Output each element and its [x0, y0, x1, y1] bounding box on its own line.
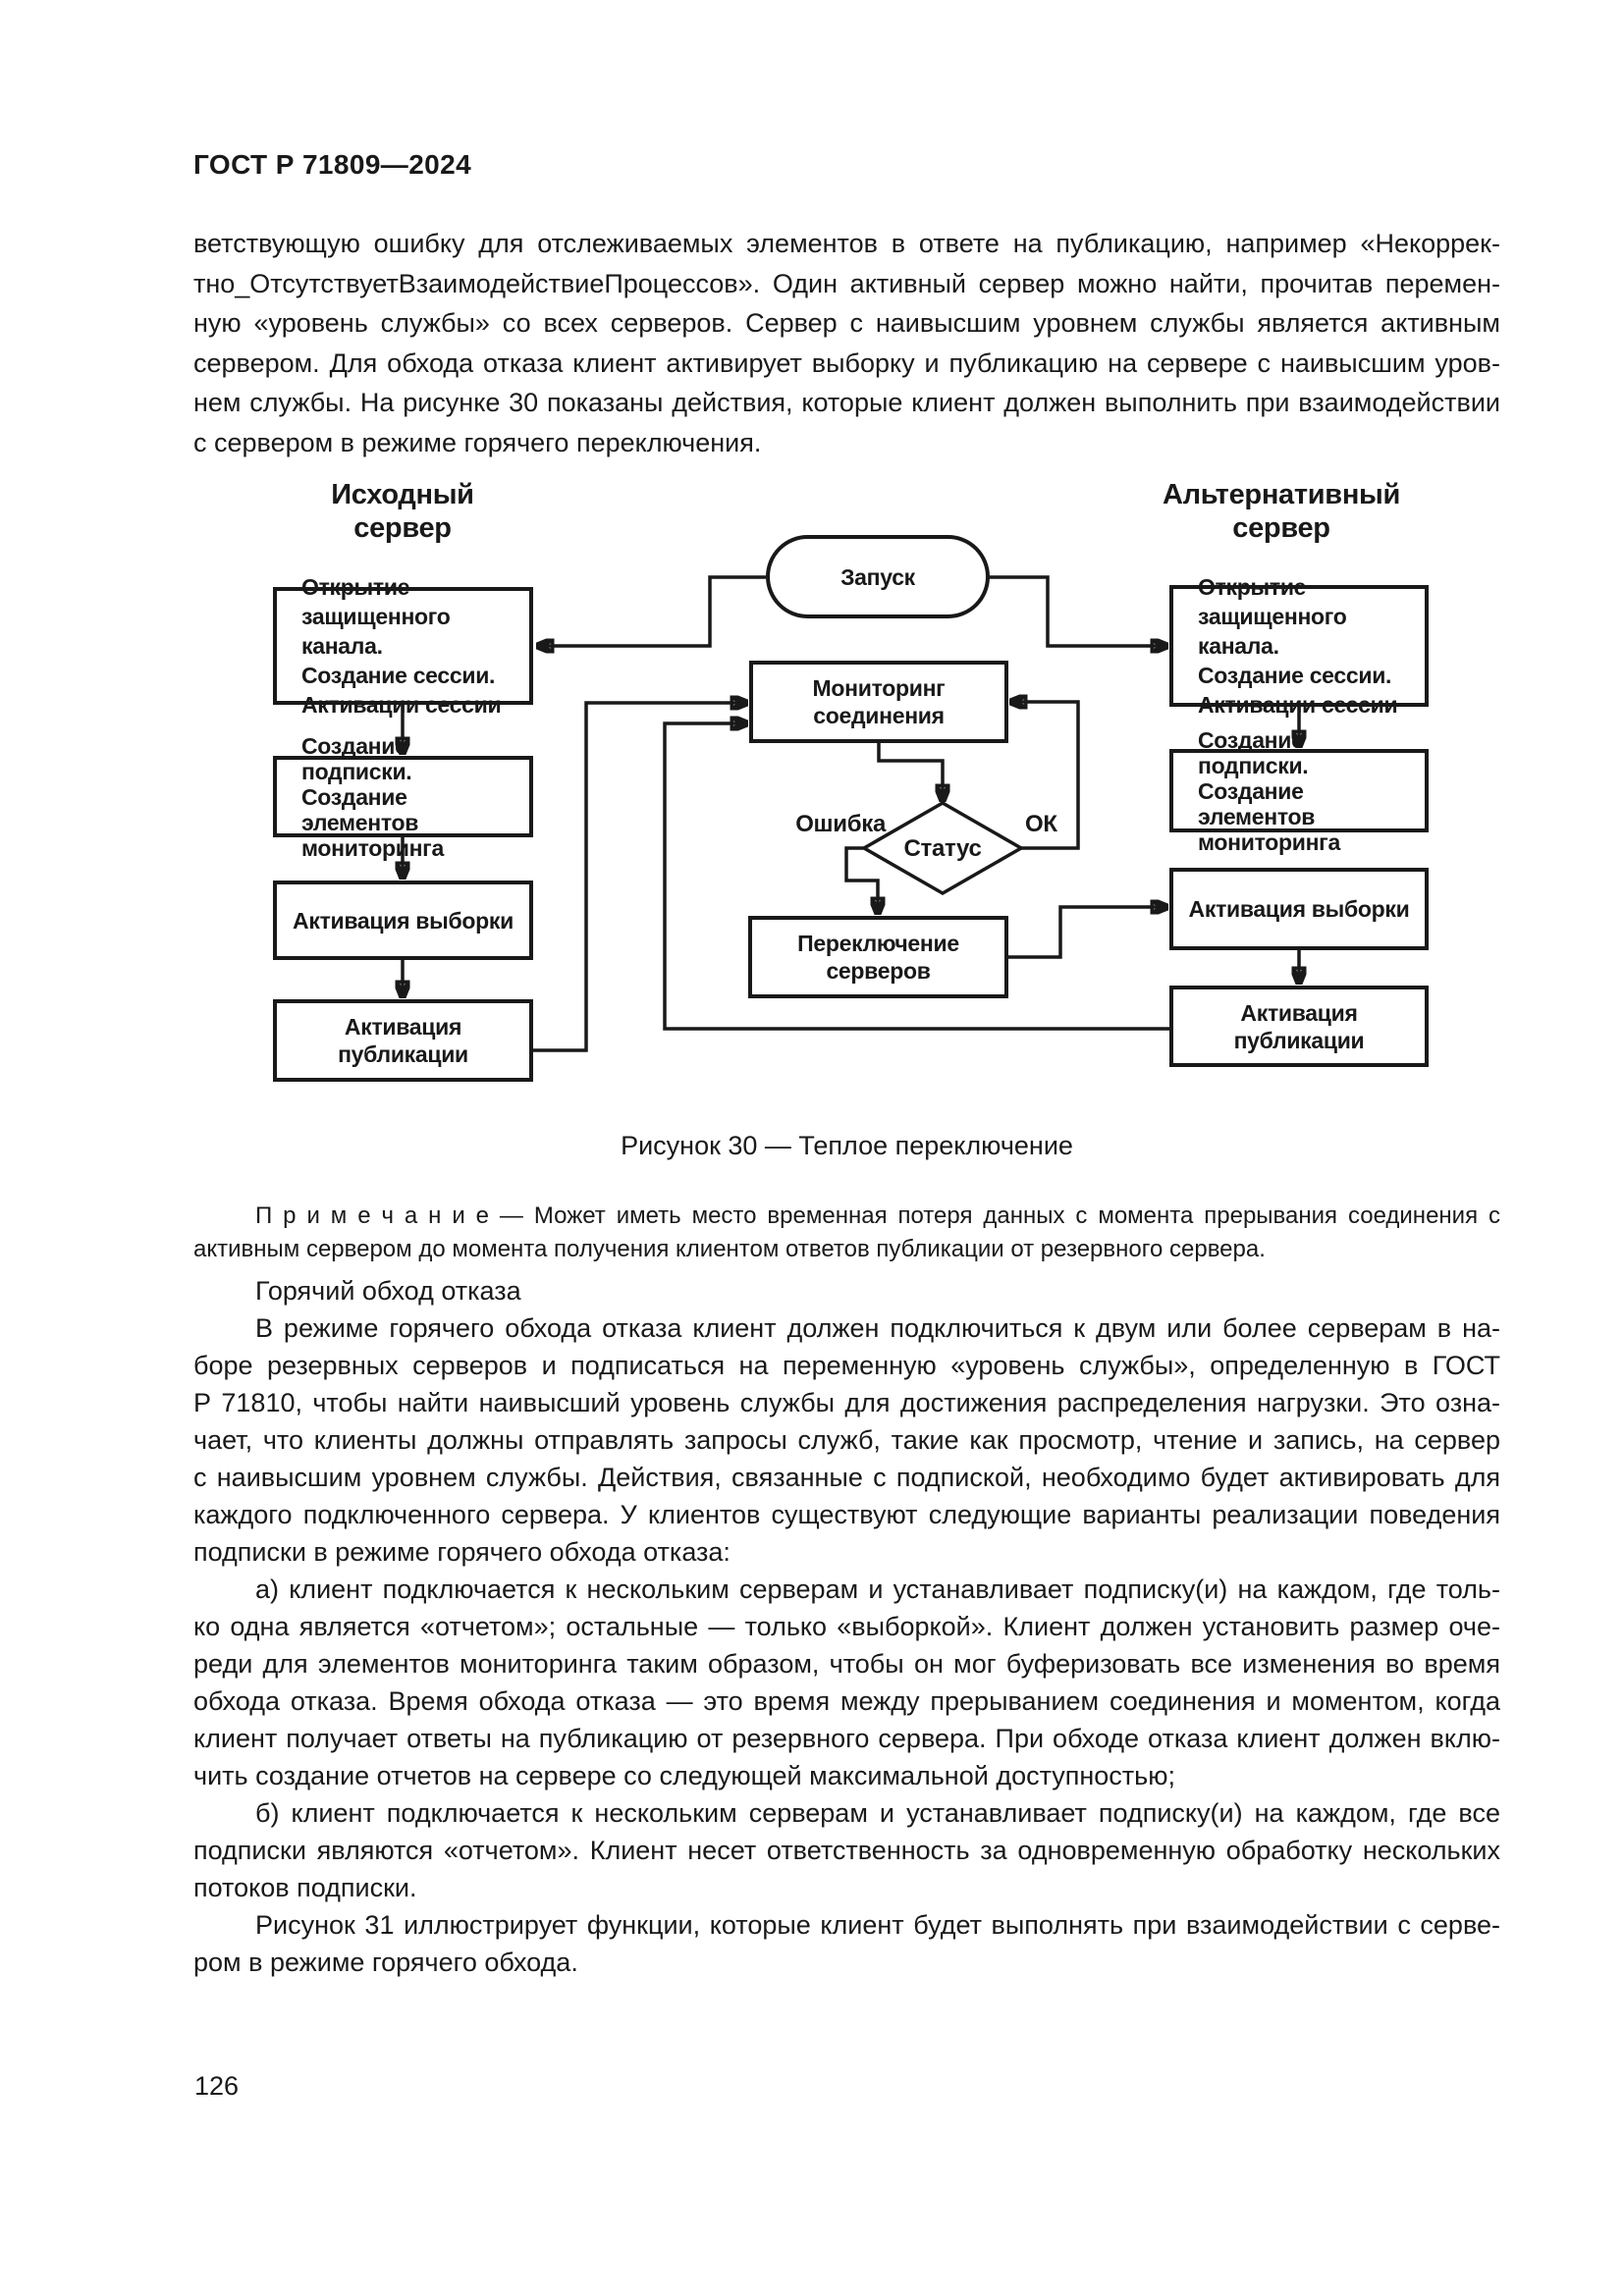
column-title-line: Исходный: [331, 479, 474, 510]
flow-node-left-open-channel: [273, 574, 533, 718]
flow-node-left-activate-publishing: [273, 999, 533, 1082]
flow-node-line: Открытие: [1198, 574, 1307, 600]
column-title-line: сервер: [353, 512, 452, 544]
paragraph-line: ром в режиме горячего обхода.: [193, 1948, 578, 1977]
page-number: 126: [194, 2071, 240, 2101]
paragraph-line: клиент получает ответы на публикацию от резервного сервера. При обходе отказа клиент должен вклю-: [193, 1724, 1500, 1753]
flow-node-label: Активация выборки: [1188, 896, 1410, 922]
paragraph-line: обхода отказа. Время обхода отказа — это время между прерыванием соединения и моментом, когда: [193, 1686, 1500, 1716]
flow-node-line: серверов: [826, 958, 931, 984]
paragraph-line: Горячий обход отказа: [255, 1276, 521, 1306]
flow-node-label: Запуск: [840, 563, 915, 590]
flow-node-right-activate-sampling: [1169, 868, 1429, 950]
paragraph-line: Р 71810, чтобы найти наивысший уровень службы для достижения распределения нагрузки. Это озна-: [193, 1388, 1500, 1417]
flow-node-line: защищенного канала.: [1198, 604, 1347, 659]
paragraph-line: боре резервных серверов и подписаться на переменную «уровень службы», определенную в ГОСТ: [193, 1351, 1500, 1380]
column-title-source-server: [280, 478, 525, 545]
flow-node-line: Создание элементов: [1198, 777, 1316, 829]
flow-node-line: Создание сессии.: [301, 663, 496, 688]
flow-node-line: соединения: [813, 703, 945, 728]
standard-designation: ГОСТ Р 71809—2024: [193, 149, 472, 180]
flow-node-switch-servers: [748, 916, 1008, 998]
paragraph-line: чить создание отчетов на сервере со следующей максимальной доступностью;: [193, 1761, 1175, 1790]
flow-node-line: Активации сессии: [301, 692, 502, 718]
paragraph-line: а) клиент подключается к нескольким серверам и устанавливает подписку(и) на каждом, где толь-: [255, 1575, 1500, 1604]
edge-start-to-left-open: [537, 577, 766, 646]
edge-label-ok: ОК: [1025, 811, 1057, 837]
column-title-line: сервер: [1232, 512, 1330, 544]
flow-node-line: защищенного канала.: [301, 604, 451, 659]
flow-node-line: Создание сессии.: [1198, 663, 1392, 688]
paragraph-line: ко одна является «отчетом»; остальные — только «выборкой». Клиент должен установить размер оче-: [193, 1612, 1500, 1641]
flow-node-monitoring: [749, 661, 1008, 743]
flow-node-right-create-subscription: [1169, 726, 1429, 855]
flow-node-line: Переключение: [797, 931, 959, 956]
paragraph-line: б) клиент подключается к нескольким серверам и устанавливает подписку(и) на каждом, где все: [255, 1798, 1500, 1828]
edge-label-error: Ошибка: [795, 811, 886, 837]
paragraph-line: каждого подключенного сервера. У клиентов существуют следующие варианты реализации поведения: [193, 1500, 1500, 1529]
flow-node-label: Активация публикации: [1233, 999, 1365, 1053]
flow-node-left-activate-sampling: [273, 881, 533, 960]
note-line: П р и м е ч а н и е — Может иметь место временная потеря данных с момента прерывания соединения с: [255, 1202, 1500, 1229]
paragraph-line: потоков подписки.: [193, 1873, 417, 1902]
flow-node-line: Активации сессии: [1198, 692, 1398, 718]
column-title-alternative-server: [1134, 478, 1429, 545]
paragraph-line: В режиме горячего обхода отказа клиент должен подключиться к двум или более серверам в на-: [255, 1313, 1500, 1343]
flow-node-right-activate-publishing: [1169, 986, 1429, 1067]
flow-node-left-create-subscription: [273, 732, 533, 861]
paragraph-line: с сервером в режиме горячего переключения.: [193, 427, 762, 457]
flow-node-line: Создание элементов: [301, 783, 419, 835]
flow-node-line: Открытие: [301, 574, 410, 600]
paragraph-line: чает, что клиенты должны отправлять запросы служб, такие как просмотр, чтение и запись, на сервер: [193, 1425, 1500, 1455]
paragraph-line: ную «уровень службы» со всех серверов. Сервер с наивысшим уровнем службы является активным: [193, 308, 1500, 338]
edge-start-to-right-open: [990, 577, 1167, 646]
edge-monitoring-to-status: [879, 743, 943, 801]
flow-node-right-open-channel: [1169, 574, 1429, 718]
paragraph-line: с наивысшим уровнем службы. Действия, связанные с подпиской, необходимо будет активировать для: [193, 1463, 1500, 1492]
flow-node-status-label: Статус: [903, 835, 982, 862]
paragraph-line: подписки в режиме горячего обхода отказа:: [193, 1537, 731, 1567]
edge-left-publishing-to-monitoring: [532, 703, 747, 1050]
column-title-line: Альтернативный: [1162, 479, 1401, 510]
flow-node-line: мониторинга: [1198, 828, 1340, 855]
paragraph-line: реди для элементов мониторинга таким образом, чтобы он мог буферизовать все изменения во время: [193, 1649, 1500, 1679]
paragraph-line: ветствующую ошибку для отслеживаемых элементов в ответе на публикацию, например «Некоррек-: [193, 229, 1500, 258]
paragraph-line: нем службы. На рисунке 30 показаны действия, которые клиент должен выполнить при взаимодействии: [193, 388, 1500, 417]
flow-node-line: Создание подписки.: [301, 732, 412, 784]
flow-node-label: Активация выборки: [293, 907, 514, 934]
note-line: активным сервером до момента получения клиентом ответов публикации от резервного сервера.: [193, 1236, 1266, 1262]
flow-node-start: [766, 535, 990, 618]
paragraph-line: Рисунок 31 иллюстрирует функции, которые клиент будет выполнять при взаимодействии с серве-: [255, 1910, 1500, 1940]
paragraph-line: сервером. Для обхода отказа клиент активирует выборку и публикацию на сервере с наивысшим уров-: [193, 347, 1500, 378]
paragraph-line: подписки являются «отчетом». Клиент несет ответственность за одновременную обработку нескольких: [193, 1836, 1500, 1865]
flow-node-label: Активация публикации: [338, 1014, 468, 1067]
flow-node-line: Создание подписки.: [1198, 726, 1309, 778]
figure-caption: Рисунок 30 — Теплое переключение: [621, 1131, 1073, 1160]
paragraph-line: тно_ОтсутствуетВзаимодействиеПроцессов». Один активный сервер можно найти, прочитав перемен-: [193, 268, 1500, 298]
flow-node-line: Мониторинг: [812, 675, 946, 701]
flow-node-line: мониторинга: [301, 834, 444, 861]
edge-switch-to-right-sampling: [1008, 907, 1167, 957]
